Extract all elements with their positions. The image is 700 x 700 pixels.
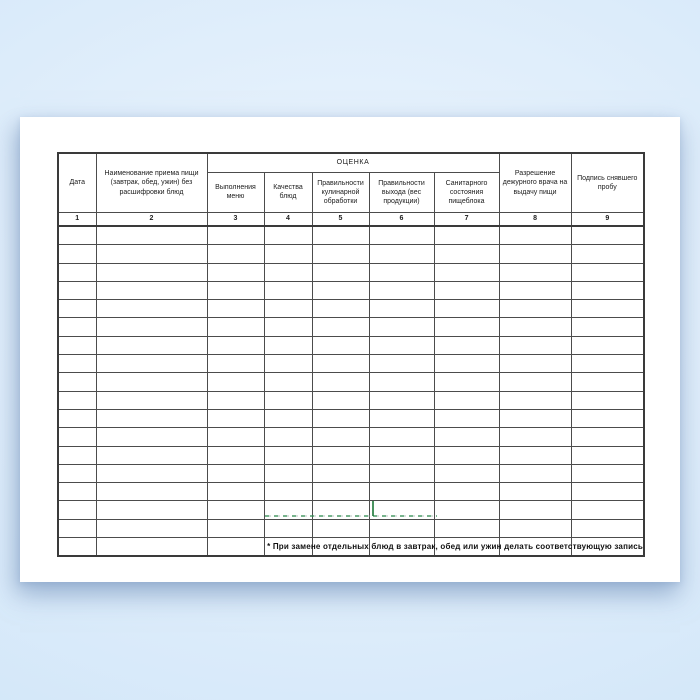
- table-row: [58, 428, 644, 446]
- empty-cell: [264, 483, 312, 501]
- empty-cell: [96, 409, 207, 427]
- empty-cell: [264, 300, 312, 318]
- column-number: 1: [58, 213, 96, 227]
- empty-cell: [312, 373, 369, 391]
- empty-cell: [434, 501, 499, 519]
- empty-cell: [571, 300, 644, 318]
- empty-cell: [96, 300, 207, 318]
- empty-cell: [58, 391, 96, 409]
- empty-cell: [312, 336, 369, 354]
- table-row: [58, 318, 644, 336]
- empty-cell: [58, 446, 96, 464]
- empty-cell: [499, 355, 571, 373]
- empty-cell: [96, 281, 207, 299]
- col-header-output-correctness: Правильности выхода (вес продукции): [369, 172, 434, 212]
- empty-cell: [571, 245, 644, 263]
- empty-cell: [207, 318, 264, 336]
- empty-cell: [312, 409, 369, 427]
- column-number: 6: [369, 213, 434, 227]
- empty-cell: [58, 300, 96, 318]
- empty-cell: [58, 281, 96, 299]
- empty-cell: [434, 391, 499, 409]
- empty-cell: [207, 391, 264, 409]
- table-row: [58, 409, 644, 427]
- empty-cell: [434, 373, 499, 391]
- empty-cell: [58, 538, 96, 557]
- empty-cell: [434, 483, 499, 501]
- empty-cell: [58, 373, 96, 391]
- empty-cell: [58, 336, 96, 354]
- empty-cell: [312, 281, 369, 299]
- empty-cell: [434, 464, 499, 482]
- empty-cell: [264, 281, 312, 299]
- empty-cell: [499, 409, 571, 427]
- empty-cell: [264, 391, 312, 409]
- empty-cell: [369, 318, 434, 336]
- empty-cell: [96, 263, 207, 281]
- table-row: [58, 281, 644, 299]
- empty-cell: [369, 226, 434, 245]
- empty-cell: [571, 409, 644, 427]
- empty-cell: [264, 336, 312, 354]
- column-number: 8: [499, 213, 571, 227]
- empty-cell: [312, 355, 369, 373]
- empty-cell: [207, 519, 264, 537]
- empty-cell: [96, 226, 207, 245]
- empty-cell: [207, 373, 264, 391]
- col-header-doctor-permission: Разрешение дежурного врача на выдачу пищи: [499, 153, 571, 213]
- empty-cell: [312, 446, 369, 464]
- empty-cell: [571, 446, 644, 464]
- table-row: [58, 245, 644, 263]
- empty-cell: [264, 409, 312, 427]
- empty-cell: [96, 501, 207, 519]
- journal-table: [57, 152, 645, 557]
- empty-cell: [96, 464, 207, 482]
- empty-cell: [499, 318, 571, 336]
- empty-cell: [499, 501, 571, 519]
- col-header-cooking-correctness: Правильности кулинарной обработки: [312, 172, 369, 212]
- empty-cell: [571, 318, 644, 336]
- empty-cell: [369, 428, 434, 446]
- empty-cell: [58, 428, 96, 446]
- empty-cell: [96, 428, 207, 446]
- footnote: * При замене отдельных блюд в завтрак, обед или ужин делать соответствующую запись: [267, 542, 643, 551]
- empty-cell: [58, 355, 96, 373]
- empty-cell: [434, 226, 499, 245]
- empty-cell: [264, 245, 312, 263]
- empty-cell: [434, 409, 499, 427]
- empty-cell: [369, 391, 434, 409]
- empty-cell: [571, 464, 644, 482]
- empty-cell: [499, 483, 571, 501]
- empty-cell: [499, 519, 571, 537]
- empty-cell: [264, 263, 312, 281]
- empty-cell: [499, 245, 571, 263]
- empty-cell: [369, 281, 434, 299]
- empty-cell: [207, 501, 264, 519]
- empty-cell: [58, 245, 96, 263]
- column-number: 7: [434, 213, 499, 227]
- empty-cell: [369, 519, 434, 537]
- empty-cell: [499, 428, 571, 446]
- table-row: [58, 373, 644, 391]
- empty-cell: [264, 318, 312, 336]
- empty-cell: [264, 373, 312, 391]
- empty-cell: [434, 428, 499, 446]
- empty-cell: [58, 464, 96, 482]
- empty-cell: [207, 336, 264, 354]
- empty-cell: [207, 300, 264, 318]
- empty-cell: [571, 501, 644, 519]
- empty-cell: [369, 483, 434, 501]
- table-body: [58, 226, 644, 556]
- document-page: [20, 117, 680, 582]
- empty-cell: [499, 446, 571, 464]
- watermark: [372, 501, 374, 516]
- empty-cell: [434, 300, 499, 318]
- watermark: [265, 515, 437, 517]
- col-header-sanitary-state: Санитарного состояния пищеблока: [434, 172, 499, 212]
- empty-cell: [312, 391, 369, 409]
- empty-cell: [96, 483, 207, 501]
- empty-cell: [264, 446, 312, 464]
- empty-cell: [434, 519, 499, 537]
- empty-cell: [369, 263, 434, 281]
- empty-cell: [96, 519, 207, 537]
- empty-cell: [571, 483, 644, 501]
- empty-cell: [434, 263, 499, 281]
- table-row: [58, 483, 644, 501]
- empty-cell: [369, 409, 434, 427]
- empty-cell: [207, 263, 264, 281]
- empty-cell: [264, 428, 312, 446]
- empty-cell: [207, 446, 264, 464]
- empty-cell: [264, 355, 312, 373]
- empty-cell: [96, 373, 207, 391]
- empty-cell: [499, 263, 571, 281]
- empty-cell: [571, 281, 644, 299]
- empty-cell: [571, 428, 644, 446]
- empty-cell: [499, 281, 571, 299]
- empty-cell: [58, 483, 96, 501]
- table-row: [58, 519, 644, 537]
- empty-cell: [207, 409, 264, 427]
- empty-cell: [207, 355, 264, 373]
- column-number-row: [58, 213, 644, 227]
- empty-cell: [96, 336, 207, 354]
- table-row: [58, 263, 644, 281]
- empty-cell: [369, 355, 434, 373]
- empty-cell: [96, 391, 207, 409]
- empty-cell: [434, 318, 499, 336]
- empty-cell: [369, 373, 434, 391]
- empty-cell: [312, 318, 369, 336]
- col-group-header-ocenka: ОЦЕНКА: [207, 153, 499, 172]
- empty-cell: [312, 464, 369, 482]
- table-row: [58, 464, 644, 482]
- column-number: 5: [312, 213, 369, 227]
- column-number: 3: [207, 213, 264, 227]
- column-number: 2: [96, 213, 207, 227]
- empty-cell: [207, 226, 264, 245]
- table-row: [58, 336, 644, 354]
- empty-cell: [499, 300, 571, 318]
- empty-cell: [207, 281, 264, 299]
- empty-cell: [96, 245, 207, 263]
- empty-cell: [369, 446, 434, 464]
- table-header: [58, 153, 644, 226]
- empty-cell: [499, 226, 571, 245]
- empty-cell: [434, 446, 499, 464]
- empty-cell: [58, 519, 96, 537]
- empty-cell: [312, 428, 369, 446]
- header-group-row: [58, 153, 644, 172]
- empty-cell: [264, 519, 312, 537]
- empty-cell: [96, 355, 207, 373]
- empty-cell: [207, 245, 264, 263]
- empty-cell: [312, 483, 369, 501]
- empty-cell: [96, 318, 207, 336]
- table-row: [58, 391, 644, 409]
- empty-cell: [96, 446, 207, 464]
- empty-cell: [58, 501, 96, 519]
- col-header-menu-fulfillment: Выполнения меню: [207, 172, 264, 212]
- empty-cell: [264, 226, 312, 245]
- empty-cell: [571, 336, 644, 354]
- empty-cell: [58, 409, 96, 427]
- empty-cell: [571, 373, 644, 391]
- empty-cell: [369, 300, 434, 318]
- empty-cell: [571, 355, 644, 373]
- empty-cell: [207, 483, 264, 501]
- empty-cell: [58, 263, 96, 281]
- empty-cell: [369, 336, 434, 354]
- empty-cell: [312, 263, 369, 281]
- empty-cell: [434, 281, 499, 299]
- column-number: 4: [264, 213, 312, 227]
- empty-cell: [571, 391, 644, 409]
- col-header-dish-quality: Качества блюд: [264, 172, 312, 212]
- empty-cell: [369, 245, 434, 263]
- empty-cell: [571, 263, 644, 281]
- table-row: [58, 300, 644, 318]
- empty-cell: [207, 428, 264, 446]
- table-row: [58, 355, 644, 373]
- empty-cell: [207, 464, 264, 482]
- empty-cell: [434, 245, 499, 263]
- table-row: [58, 226, 644, 245]
- empty-cell: [571, 226, 644, 245]
- col-header-meal-name: Наименование приема пищи (завтрак, обед, ужин) без расшифровки блюд: [96, 153, 207, 213]
- column-number: 9: [571, 213, 644, 227]
- empty-cell: [312, 245, 369, 263]
- col-header-date: Дата: [58, 153, 96, 213]
- empty-cell: [207, 538, 264, 557]
- empty-cell: [312, 519, 369, 537]
- empty-cell: [312, 226, 369, 245]
- col-header-signature: Подпись снявшего пробу: [571, 153, 644, 213]
- empty-cell: [434, 336, 499, 354]
- empty-cell: [434, 355, 499, 373]
- empty-cell: [369, 464, 434, 482]
- empty-cell: [571, 519, 644, 537]
- empty-cell: [58, 226, 96, 245]
- empty-cell: [312, 300, 369, 318]
- table-row: [58, 446, 644, 464]
- empty-cell: [499, 391, 571, 409]
- empty-cell: [96, 538, 207, 557]
- empty-cell: [264, 464, 312, 482]
- empty-cell: [58, 318, 96, 336]
- empty-cell: [499, 336, 571, 354]
- empty-cell: [499, 464, 571, 482]
- empty-cell: [499, 373, 571, 391]
